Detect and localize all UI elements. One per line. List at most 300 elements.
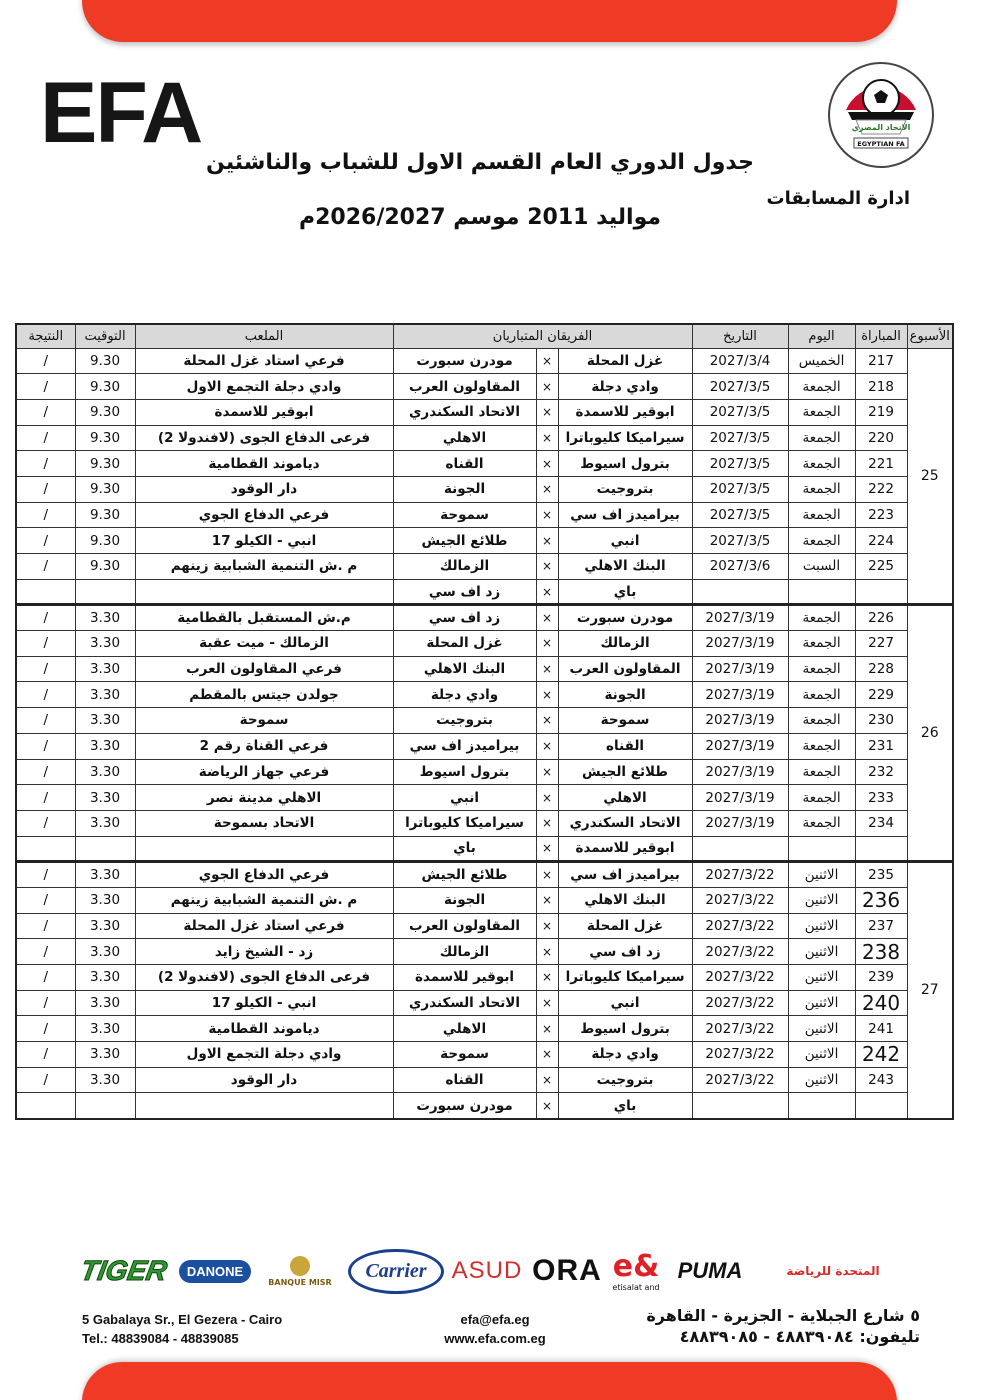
table-header-row xyxy=(16,324,953,348)
table-row xyxy=(16,656,953,682)
result-cell: / xyxy=(16,1042,75,1068)
puma-logo: PUMA xyxy=(677,1258,743,1283)
time-cell: 3.30 xyxy=(75,939,135,965)
away-team-cell: الاتحاد السكندري xyxy=(393,990,536,1016)
time-cell: 3.30 xyxy=(75,631,135,657)
asud-logo: ASUD xyxy=(451,1257,523,1284)
match-number-cell: 237 xyxy=(855,913,907,939)
match-number-cell xyxy=(855,836,907,862)
date-cell: 2027/3/4 xyxy=(692,348,788,374)
versus-cell: × xyxy=(536,656,558,682)
emblem-sub-text: EGYPTIAN FA xyxy=(857,140,905,148)
date-cell: 2027/3/19 xyxy=(692,656,788,682)
col-time: التوقيت xyxy=(75,324,135,348)
result-cell: / xyxy=(16,631,75,657)
day-cell: الجمعة xyxy=(788,425,855,451)
table-row xyxy=(16,528,953,554)
home-team-cell: وادي دجلة xyxy=(558,1042,692,1068)
tel-ar: تليفون: ٤٨٨٣٩٠٨٤ - ٤٨٨٣٩٠٨٥ xyxy=(679,1327,920,1346)
etisalat-logo: e& etisalat and xyxy=(612,1248,660,1292)
result-cell: / xyxy=(16,887,75,913)
away-team-cell: الجونة xyxy=(393,476,536,502)
date-cell: 2027/3/6 xyxy=(692,554,788,580)
day-cell: الجمعة xyxy=(788,476,855,502)
away-team-cell: الاتحاد السكندري xyxy=(393,399,536,425)
address-en: 5 Gabalaya Sr., El Gezera - Cairo xyxy=(82,1312,283,1327)
result-cell: / xyxy=(16,374,75,400)
away-team-cell: زد اف سي xyxy=(393,579,536,605)
away-team-cell: زد اف سي xyxy=(393,605,536,631)
stadium-cell: فرعى الدفاع الجوى (لافندولا 2) xyxy=(135,425,393,451)
home-team-cell: ابوقير للاسمدة xyxy=(558,399,692,425)
efa-logo: EFA xyxy=(40,65,202,161)
day-cell: الجمعة xyxy=(788,631,855,657)
table-row xyxy=(16,785,953,811)
day-cell: الاثنين xyxy=(788,913,855,939)
table-row xyxy=(16,733,953,759)
date-cell: 2027/3/19 xyxy=(692,733,788,759)
stadium-cell xyxy=(135,579,393,605)
stadium-cell: فرعي استاد غزل المحلة xyxy=(135,913,393,939)
day-cell: الاثنين xyxy=(788,887,855,913)
result-cell: / xyxy=(16,785,75,811)
home-team-cell: باي xyxy=(558,579,692,605)
versus-cell: × xyxy=(536,1067,558,1093)
table-row xyxy=(16,451,953,477)
match-number-cell: 232 xyxy=(855,759,907,785)
day-cell: الجمعة xyxy=(788,810,855,836)
result-cell xyxy=(16,579,75,605)
day-cell: الجمعة xyxy=(788,528,855,554)
result-cell xyxy=(16,836,75,862)
match-number-cell: 233 xyxy=(855,785,907,811)
table-row xyxy=(16,939,953,965)
tiger-logo: TIGER xyxy=(78,1255,170,1286)
away-team-cell: القناه xyxy=(393,1067,536,1093)
match-number-cell: 235 xyxy=(855,862,907,888)
versus-cell: × xyxy=(536,810,558,836)
time-cell xyxy=(75,836,135,862)
day-cell: الاثنين xyxy=(788,965,855,991)
away-team-cell: المقاولون العرب xyxy=(393,374,536,400)
result-cell xyxy=(16,1093,75,1119)
time-cell: 3.30 xyxy=(75,605,135,631)
match-number-cell: 223 xyxy=(855,502,907,528)
danone-logo: DANONE xyxy=(178,1240,252,1302)
home-team-cell: انبي xyxy=(558,528,692,554)
table-row xyxy=(16,631,953,657)
match-number-cell xyxy=(855,579,907,605)
home-team-cell: بترول اسيوط xyxy=(558,451,692,477)
match-number-cell: 217 xyxy=(855,348,907,374)
result-cell: / xyxy=(16,913,75,939)
day-cell: الجمعة xyxy=(788,682,855,708)
time-cell: 3.30 xyxy=(75,1042,135,1068)
egyptian-fa-emblem-icon xyxy=(826,60,936,170)
stadium-cell: جولدن جيتس بالمقطم xyxy=(135,682,393,708)
result-cell: / xyxy=(16,965,75,991)
day-cell: الخميس xyxy=(788,348,855,374)
stadium-cell: انبي - الكيلو 17 xyxy=(135,990,393,1016)
versus-cell: × xyxy=(536,631,558,657)
day-cell: الاثنين xyxy=(788,1067,855,1093)
col-week: الأسبوع xyxy=(907,324,953,348)
table-row xyxy=(16,579,953,605)
away-team-cell: الزمالك xyxy=(393,939,536,965)
home-team-cell: الاهلي xyxy=(558,785,692,811)
versus-cell: × xyxy=(536,451,558,477)
stadium-cell: فرعي القناة رقم 2 xyxy=(135,733,393,759)
match-number-cell: 221 xyxy=(855,451,907,477)
versus-cell: × xyxy=(536,836,558,862)
time-cell: 3.30 xyxy=(75,759,135,785)
away-team-cell: طلائع الجيش xyxy=(393,528,536,554)
time-cell: 9.30 xyxy=(75,476,135,502)
stadium-cell xyxy=(135,836,393,862)
stadium-cell: الاتحاد بسموحة xyxy=(135,810,393,836)
away-team-cell: سيراميكا كليوباترا xyxy=(393,810,536,836)
page-title: جدول الدوري العام القسم الاول للشباب والناشئين xyxy=(206,150,754,175)
versus-cell: × xyxy=(536,1016,558,1042)
table-row xyxy=(16,708,953,734)
date-cell xyxy=(692,1093,788,1119)
stadium-cell: م.ش المستقبل بالقطامية xyxy=(135,605,393,631)
versus-cell: × xyxy=(536,990,558,1016)
versus-cell: × xyxy=(536,605,558,631)
home-team-cell: الزمالك xyxy=(558,631,692,657)
home-team-cell: المقاولون العرب xyxy=(558,656,692,682)
versus-cell: × xyxy=(536,887,558,913)
versus-cell: × xyxy=(536,965,558,991)
date-cell: 2027/3/22 xyxy=(692,1016,788,1042)
match-number-cell: 242 xyxy=(855,1042,907,1068)
col-date: التاريخ xyxy=(692,324,788,348)
table-row xyxy=(16,502,953,528)
versus-cell: × xyxy=(536,425,558,451)
stadium-cell: دياموند القطامية xyxy=(135,451,393,477)
time-cell: 3.30 xyxy=(75,656,135,682)
day-cell: الجمعة xyxy=(788,605,855,631)
website-link[interactable]: www.efa.com.eg xyxy=(444,1331,546,1346)
day-cell: الجمعة xyxy=(788,656,855,682)
match-number-cell: 227 xyxy=(855,631,907,657)
day-cell: الجمعة xyxy=(788,502,855,528)
time-cell: 9.30 xyxy=(75,528,135,554)
away-team-cell: القناه xyxy=(393,451,536,477)
versus-cell: × xyxy=(536,759,558,785)
result-cell: / xyxy=(16,656,75,682)
time-cell: 3.30 xyxy=(75,862,135,888)
match-number-cell: 219 xyxy=(855,399,907,425)
day-cell: الجمعة xyxy=(788,451,855,477)
time-cell: 9.30 xyxy=(75,451,135,477)
result-cell: / xyxy=(16,990,75,1016)
home-team-cell: انبي xyxy=(558,990,692,1016)
day-cell: الاثنين xyxy=(788,990,855,1016)
home-team-cell: ابوقير للاسمدة xyxy=(558,836,692,862)
day-cell: الجمعة xyxy=(788,374,855,400)
stadium-cell: وادي دجلة التجمع الاول xyxy=(135,1042,393,1068)
united-sports-logo: المتحدة للرياضة xyxy=(786,1264,880,1278)
home-team-cell: باي xyxy=(558,1093,692,1119)
match-number-cell: 236 xyxy=(855,887,907,913)
match-number-cell: 231 xyxy=(855,733,907,759)
date-cell: 2027/3/5 xyxy=(692,502,788,528)
day-cell: الجمعة xyxy=(788,708,855,734)
address-ar: ٥ شارع الجبلاية - الجزيرة - القاهرة xyxy=(646,1306,920,1325)
time-cell: 9.30 xyxy=(75,502,135,528)
table-row xyxy=(16,374,953,400)
away-team-cell: بتروجيت xyxy=(393,708,536,734)
home-team-cell: طلائع الجيش xyxy=(558,759,692,785)
time-cell: 3.30 xyxy=(75,965,135,991)
away-team-cell: الاهلي xyxy=(393,1016,536,1042)
time-cell: 3.30 xyxy=(75,887,135,913)
versus-cell: × xyxy=(536,785,558,811)
time-cell: 3.30 xyxy=(75,990,135,1016)
date-cell: 2027/3/5 xyxy=(692,451,788,477)
table-row xyxy=(16,1042,953,1068)
email-link[interactable]: efa@efa.eg xyxy=(460,1312,530,1327)
stadium-cell: الاهلي مدينة نصر xyxy=(135,785,393,811)
table-row xyxy=(16,913,953,939)
result-cell: / xyxy=(16,1016,75,1042)
stadium-cell: وادي دجلة التجمع الاول xyxy=(135,374,393,400)
table-row xyxy=(16,476,953,502)
home-team-cell: سيراميكا كليوباترا xyxy=(558,965,692,991)
carrier-logo: Carrier xyxy=(350,1240,442,1302)
result-cell: / xyxy=(16,425,75,451)
result-cell: / xyxy=(16,1067,75,1093)
away-team-cell: بيراميدز اف سي xyxy=(393,733,536,759)
away-team-cell: بترول اسيوط xyxy=(393,759,536,785)
table-row xyxy=(16,990,953,1016)
home-team-cell: غزل المحلة xyxy=(558,913,692,939)
date-cell: 2027/3/22 xyxy=(692,887,788,913)
match-number-cell: 224 xyxy=(855,528,907,554)
versus-cell: × xyxy=(536,1093,558,1119)
date-cell: 2027/3/5 xyxy=(692,476,788,502)
table-row xyxy=(16,425,953,451)
stadium-cell xyxy=(135,1093,393,1119)
tel-en: Tel.: 48839084 - 48839085 xyxy=(82,1331,239,1346)
home-team-cell: البنك الاهلي xyxy=(558,887,692,913)
stadium-cell: فرعي استاد غزل المحلة xyxy=(135,348,393,374)
day-cell: الاثنين xyxy=(788,1042,855,1068)
date-cell: 2027/3/5 xyxy=(692,399,788,425)
day-cell: الجمعة xyxy=(788,399,855,425)
home-team-cell: بترول اسيوط xyxy=(558,1016,692,1042)
versus-cell: × xyxy=(536,733,558,759)
date-cell: 2027/3/22 xyxy=(692,965,788,991)
home-team-cell: الاتحاد السكندري xyxy=(558,810,692,836)
result-cell: / xyxy=(16,502,75,528)
stadium-cell: دار الوقود xyxy=(135,1067,393,1093)
table-row xyxy=(16,682,953,708)
home-team-cell: سيراميكا كليوباترا xyxy=(558,425,692,451)
away-team-cell: سموحة xyxy=(393,1042,536,1068)
date-cell: 2027/3/22 xyxy=(692,1067,788,1093)
stadium-cell: الزمالك - ميت عقبة xyxy=(135,631,393,657)
away-team-cell: المقاولون العرب xyxy=(393,913,536,939)
day-cell xyxy=(788,1093,855,1119)
away-team-cell: الاهلي xyxy=(393,425,536,451)
versus-cell: × xyxy=(536,554,558,580)
match-number-cell: 230 xyxy=(855,708,907,734)
versus-cell: × xyxy=(536,399,558,425)
col-result: النتيجة xyxy=(16,324,75,348)
day-cell: الاثنين xyxy=(788,862,855,888)
department-label: ادارة المسابقات xyxy=(766,188,910,209)
result-cell: / xyxy=(16,810,75,836)
result-cell: / xyxy=(16,862,75,888)
away-team-cell: وادي دجلة xyxy=(393,682,536,708)
versus-cell: × xyxy=(536,939,558,965)
table-row xyxy=(16,1016,953,1042)
home-team-cell: وادي دجلة xyxy=(558,374,692,400)
match-number-cell: 240 xyxy=(855,990,907,1016)
match-number-cell: 228 xyxy=(855,656,907,682)
result-cell: / xyxy=(16,708,75,734)
week-number-cell: 27 xyxy=(907,862,953,1119)
schedule-table xyxy=(15,323,954,1120)
away-team-cell: طلائع الجيش xyxy=(393,862,536,888)
home-team-cell: بيراميدز اف سي xyxy=(558,862,692,888)
stadium-cell: زد - الشيخ زايد xyxy=(135,939,393,965)
away-team-cell: الزمالك xyxy=(393,554,536,580)
table-row xyxy=(16,810,953,836)
match-number-cell: 241 xyxy=(855,1016,907,1042)
match-number-cell: 243 xyxy=(855,1067,907,1093)
result-cell: / xyxy=(16,733,75,759)
versus-cell: × xyxy=(536,1042,558,1068)
day-cell: الجمعة xyxy=(788,759,855,785)
match-number-cell: 239 xyxy=(855,965,907,991)
time-cell: 9.30 xyxy=(75,399,135,425)
col-day: اليوم xyxy=(788,324,855,348)
time-cell: 9.30 xyxy=(75,554,135,580)
page-subtitle: مواليد 2011 موسم 2026/2027م xyxy=(298,205,662,230)
table-row xyxy=(16,836,953,862)
day-cell: الجمعة xyxy=(788,733,855,759)
stadium-cell: م .ش التنمية الشبابية زينهم xyxy=(135,887,393,913)
date-cell: 2027/3/19 xyxy=(692,682,788,708)
date-cell: 2027/3/5 xyxy=(692,528,788,554)
bottom-red-banner xyxy=(82,1362,897,1400)
date-cell: 2027/3/19 xyxy=(692,785,788,811)
match-number-cell: 220 xyxy=(855,425,907,451)
match-number-cell: 229 xyxy=(855,682,907,708)
stadium-cell: دار الوقود xyxy=(135,476,393,502)
versus-cell: × xyxy=(536,528,558,554)
home-team-cell: البنك الاهلي xyxy=(558,554,692,580)
match-number-cell xyxy=(855,1093,907,1119)
match-number-cell: 225 xyxy=(855,554,907,580)
result-cell: / xyxy=(16,759,75,785)
date-cell: 2027/3/22 xyxy=(692,913,788,939)
result-cell: / xyxy=(16,399,75,425)
time-cell: 3.30 xyxy=(75,708,135,734)
table-row xyxy=(16,399,953,425)
table-row xyxy=(16,759,953,785)
top-red-banner xyxy=(82,0,897,42)
versus-cell: × xyxy=(536,682,558,708)
result-cell: / xyxy=(16,605,75,631)
stadium-cell: دياموند القطامية xyxy=(135,1016,393,1042)
versus-cell: × xyxy=(536,476,558,502)
away-team-cell: انبي xyxy=(393,785,536,811)
versus-cell: × xyxy=(536,502,558,528)
stadium-cell: م .ش التنمية الشبابية زينهم xyxy=(135,554,393,580)
result-cell: / xyxy=(16,554,75,580)
table-row xyxy=(16,862,953,888)
table-row xyxy=(16,348,953,374)
day-cell xyxy=(788,836,855,862)
footer-address-en xyxy=(82,1310,282,1348)
table-row xyxy=(16,965,953,991)
table-row xyxy=(16,1093,953,1119)
stadium-cell: فرعى الدفاع الجوى (لافندولا 2) xyxy=(135,965,393,991)
away-team-cell: غزل المحلة xyxy=(393,631,536,657)
result-cell: / xyxy=(16,451,75,477)
col-teams: الفريقان المتباريان xyxy=(393,324,692,348)
away-team-cell: سموحة xyxy=(393,502,536,528)
match-number-cell: 226 xyxy=(855,605,907,631)
date-cell xyxy=(692,836,788,862)
date-cell: 2027/3/5 xyxy=(692,374,788,400)
sponsor-strip xyxy=(78,1240,918,1302)
match-number-cell: 238 xyxy=(855,939,907,965)
stadium-cell: فرعي جهاز الرياضة xyxy=(135,759,393,785)
away-team-cell: باي xyxy=(393,836,536,862)
stadium-cell: انبي - الكيلو 17 xyxy=(135,528,393,554)
banque-misr-logo: BANQUE MISR xyxy=(260,1240,340,1302)
date-cell: 2027/3/19 xyxy=(692,631,788,657)
versus-cell: × xyxy=(536,579,558,605)
time-cell: 3.30 xyxy=(75,733,135,759)
emblem-text: الاتحاد المصري xyxy=(851,123,911,132)
stadium-cell: فرعي المقاولون العرب xyxy=(135,656,393,682)
away-team-cell: مودرن سبورت xyxy=(393,348,536,374)
away-team-cell: مودرن سبورت xyxy=(393,1093,536,1119)
home-team-cell: زد اف سي xyxy=(558,939,692,965)
stadium-cell: فرعي الدفاع الجوي xyxy=(135,502,393,528)
home-team-cell: بتروجيت xyxy=(558,1067,692,1093)
away-team-cell: ابوقير للاسمدة xyxy=(393,965,536,991)
day-cell: الاثنين xyxy=(788,1016,855,1042)
time-cell: 3.30 xyxy=(75,810,135,836)
time-cell: 9.30 xyxy=(75,425,135,451)
table-row xyxy=(16,1067,953,1093)
versus-cell: × xyxy=(536,374,558,400)
date-cell: 2027/3/22 xyxy=(692,1042,788,1068)
home-team-cell: مودرن سبورت xyxy=(558,605,692,631)
time-cell: 3.30 xyxy=(75,1067,135,1093)
match-number-cell: 218 xyxy=(855,374,907,400)
result-cell: / xyxy=(16,476,75,502)
time-cell: 3.30 xyxy=(75,785,135,811)
col-stadium: الملعب xyxy=(135,324,393,348)
home-team-cell: الجونة xyxy=(558,682,692,708)
away-team-cell: البنك الاهلي xyxy=(393,656,536,682)
time-cell: 9.30 xyxy=(75,374,135,400)
result-cell: / xyxy=(16,939,75,965)
date-cell: 2027/3/19 xyxy=(692,759,788,785)
home-team-cell: غزل المحلة xyxy=(558,348,692,374)
home-team-cell: بيراميدز اف سي xyxy=(558,502,692,528)
versus-cell: × xyxy=(536,708,558,734)
date-cell: 2027/3/22 xyxy=(692,939,788,965)
